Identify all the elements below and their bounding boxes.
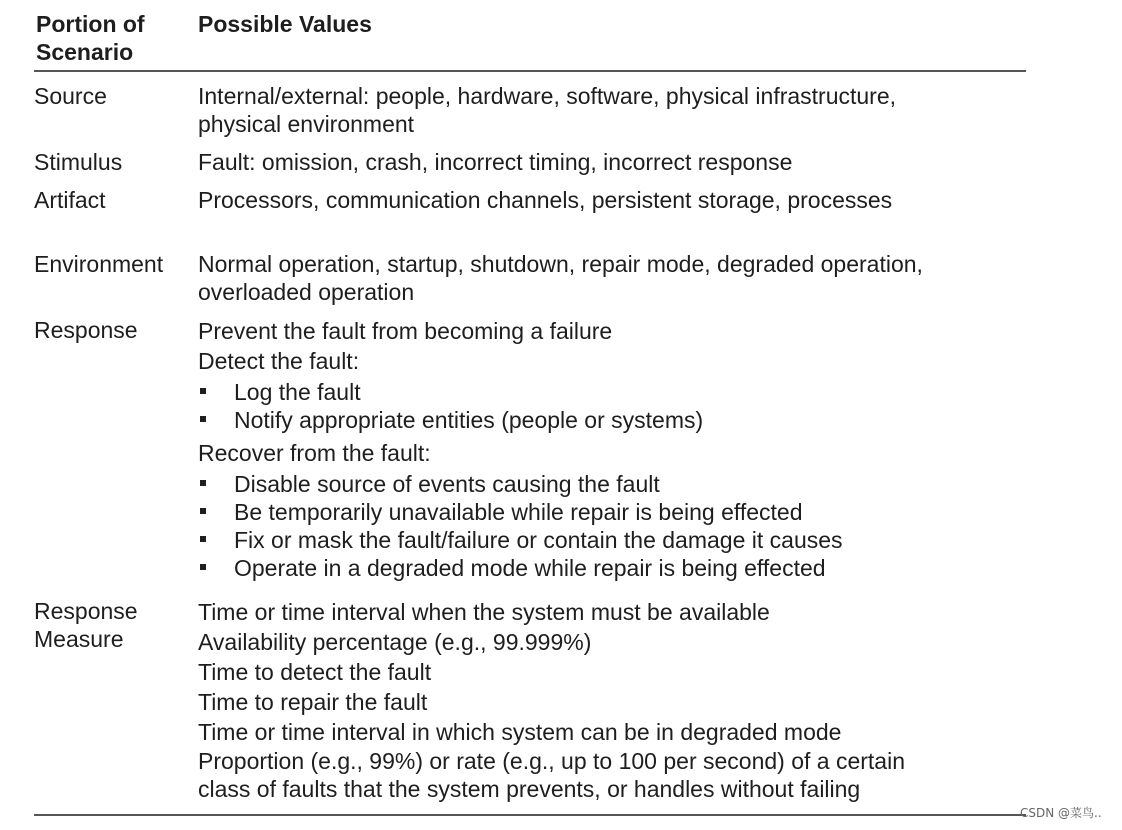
row-values	[198, 186, 1026, 214]
row-values	[198, 597, 1026, 803]
watermark: CSDN @菜鸟..	[1020, 806, 1102, 820]
list-item: Be temporarily unavailable while repair is being effected	[198, 498, 1026, 526]
value-line: Fault: omission, crash, incorrect timing, incorrect response	[198, 149, 793, 175]
row-values	[198, 316, 1026, 582]
value-line: Internal/external: people, hardware, software, physical infrastructure, physical environment	[198, 83, 897, 137]
value-line: Time or time interval in which system can be in degraded mode	[198, 719, 842, 745]
row-values	[198, 148, 1026, 176]
table-header	[34, 8, 1026, 70]
detect-heading: Detect the fault:	[198, 348, 360, 374]
bottom-rule	[34, 814, 1026, 816]
recover-heading: Recover from the fault:	[198, 440, 431, 466]
row-label: Stimulus	[34, 149, 123, 175]
list-item: Notify appropriate entities (people or systems)	[198, 406, 1026, 434]
value-line: Normal operation, startup, shutdown, repair mode, degraded operation, overloaded operation	[198, 251, 923, 305]
value-line: Availability percentage (e.g., 99.999%)	[198, 629, 592, 655]
list-item: Operate in a degraded mode while repair is being effected	[198, 554, 1026, 582]
scenario-table	[34, 0, 1026, 830]
row-label: Source	[34, 83, 107, 109]
row-values	[198, 82, 1026, 138]
row-values	[198, 250, 1026, 306]
row-label: Response Measure	[34, 598, 138, 652]
header-rule	[34, 70, 1026, 72]
detect-bullet-list	[198, 378, 1026, 434]
value-line: Time to repair the fault	[198, 689, 428, 715]
recover-bullet-list	[198, 470, 1026, 582]
value-line: Processors, communication channels, persistent storage, processes	[198, 187, 893, 213]
value-line: Proportion (e.g., 99%) or rate (e.g., up to 100 per second) of a certain class of faults that the system prevents, or handles without failing	[198, 748, 906, 802]
header-possible-values: Possible Values	[198, 11, 372, 37]
row-label: Environment	[34, 251, 164, 277]
row-label: Artifact	[34, 187, 106, 213]
row-label: Response	[34, 317, 138, 343]
header-portion-of-scenario: Portion of Scenario	[36, 11, 145, 65]
list-item: Disable source of events causing the fault	[198, 470, 1026, 498]
list-item: Log the fault	[198, 378, 1026, 406]
value-line: Time to detect the fault	[198, 659, 432, 685]
list-item: Fix or mask the fault/failure or contain the damage it causes	[198, 526, 1026, 554]
value-line: Prevent the fault from becoming a failure	[198, 318, 613, 344]
value-line: Time or time interval when the system must be available	[198, 599, 770, 625]
